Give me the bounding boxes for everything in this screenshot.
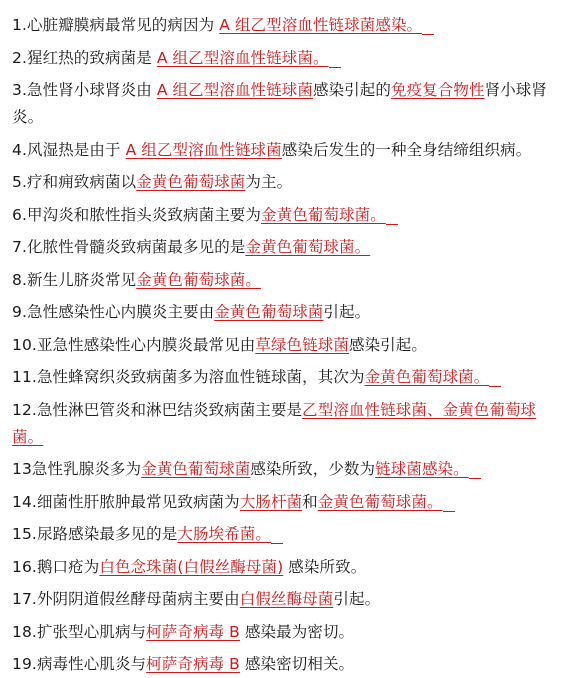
item-text: 感染所致，少数为 bbox=[250, 460, 376, 478]
fact-item bbox=[12, 651, 564, 678]
underline-extension bbox=[443, 511, 455, 512]
item-text: 引起。 bbox=[333, 590, 381, 608]
item-text: 肾小球肾炎。 bbox=[12, 81, 547, 126]
fact-item bbox=[12, 364, 564, 391]
highlighted-term: 草绿色链球菌 bbox=[255, 335, 349, 354]
fact-item bbox=[12, 619, 564, 646]
highlighted-term: 柯萨奇病毒 B bbox=[146, 655, 240, 673]
fact-list bbox=[12, 12, 564, 678]
item-text: 3.急性肾小球肾炎由 bbox=[12, 81, 157, 99]
item-text: 18.扩张型心肌病与 bbox=[12, 622, 147, 641]
fact-item bbox=[12, 586, 564, 613]
item-text: 2.猩红热的致病菌是 bbox=[12, 48, 157, 67]
underline-extension bbox=[271, 543, 283, 544]
item-text: 和 bbox=[302, 492, 318, 511]
underline-extension bbox=[329, 67, 341, 68]
underline-extension bbox=[489, 386, 501, 387]
fact-item bbox=[12, 12, 564, 39]
fact-item bbox=[12, 397, 564, 451]
fact-item bbox=[12, 554, 564, 581]
highlighted-term: A 组乙型溶血性链球菌感染。 bbox=[219, 16, 423, 34]
fact-item bbox=[12, 489, 564, 516]
underline-extension bbox=[469, 478, 481, 479]
highlighted-term: 金黄色葡萄球菌。 bbox=[317, 492, 443, 511]
highlighted-term: A 组乙型溶血性链球菌 bbox=[125, 140, 282, 159]
highlighted-term: 乙型溶血性链球菌、金黄色葡萄球菌。 bbox=[12, 400, 537, 446]
fact-item bbox=[12, 299, 564, 326]
item-text: 感染引起的 bbox=[312, 81, 391, 99]
item-text: 7.化脓性骨髓炎致病菌最多见的是 bbox=[12, 238, 246, 256]
highlighted-term: 链球菌感染。 bbox=[375, 460, 469, 478]
item-text: 10.亚急性感染性心内膜炎最常见由 bbox=[12, 335, 256, 354]
highlighted-term: 白色念珠菌(白假丝酶母菌) bbox=[99, 557, 284, 576]
fact-item bbox=[12, 521, 564, 548]
item-text: 感染最为密切。 bbox=[239, 622, 355, 641]
highlighted-term: 金黄色葡萄球菌。 bbox=[261, 205, 386, 224]
underline-extension bbox=[386, 224, 398, 225]
highlighted-term: 大肠埃希菌。 bbox=[177, 525, 271, 543]
highlighted-term: 金黄色葡萄球菌 bbox=[214, 303, 324, 321]
item-text: 引起。 bbox=[323, 303, 371, 321]
fact-item bbox=[12, 456, 564, 483]
highlighted-term: A 组乙型溶血性链球菌。 bbox=[156, 48, 329, 67]
item-text: 11.急性蜂窝织炎致病菌多为溶血性链球菌，其次为 bbox=[12, 368, 365, 386]
fact-item bbox=[12, 234, 564, 261]
highlighted-term: 白假丝酶母菌 bbox=[239, 590, 334, 608]
item-text: 感染所致。 bbox=[283, 557, 367, 576]
highlighted-term: 免疫复合物性 bbox=[390, 81, 485, 99]
item-text: 15.尿路感染最多见的是 bbox=[12, 525, 178, 543]
item-text: 感染引起。 bbox=[348, 335, 427, 354]
item-text: 17.外阴阴道假丝酵母菌病主要由 bbox=[12, 590, 240, 608]
item-text: 感染后发生的一种全身结缔组织病。 bbox=[281, 140, 532, 159]
item-text: 8.新生儿脐炎常见 bbox=[12, 270, 137, 289]
item-text: 19.病毒性心肌炎与 bbox=[12, 655, 147, 673]
item-text: 1.心脏瓣膜病最常见的病因为 bbox=[12, 16, 220, 34]
item-text: 12.急性淋巴管炎和淋巴结炎致病菌主要是 bbox=[12, 400, 303, 419]
item-text: 16.鹅口疮为 bbox=[12, 557, 100, 576]
item-text: 5.疗和痈致病菌以 bbox=[12, 173, 137, 191]
item-text: 13急性乳腺炎多为 bbox=[12, 460, 142, 478]
fact-item bbox=[12, 137, 564, 164]
item-text: 为主。 bbox=[245, 173, 293, 191]
fact-item bbox=[12, 202, 564, 229]
item-text: 6.甲沟炎和脓性指头炎致病菌主要为 bbox=[12, 205, 261, 224]
highlighted-term: A 组乙型溶血性链球菌 bbox=[156, 81, 313, 99]
item-text: 感染密切相关。 bbox=[239, 655, 355, 673]
highlighted-term: 柯萨奇病毒 B bbox=[146, 622, 240, 641]
fact-item bbox=[12, 45, 564, 72]
underline-extension bbox=[422, 34, 434, 35]
highlighted-term: 金黄色葡萄球菌。 bbox=[364, 368, 490, 386]
fact-item bbox=[12, 169, 564, 196]
item-text: 14.细菌性肝脓肿最常见致病菌为 bbox=[12, 492, 240, 511]
item-text: 9.急性感染性心内膜炎主要由 bbox=[12, 303, 215, 321]
highlighted-term: 金黄色葡萄球菌。 bbox=[245, 238, 371, 256]
highlighted-term: 金黄色葡萄球菌。 bbox=[136, 270, 262, 289]
fact-item bbox=[12, 77, 564, 131]
fact-item bbox=[12, 267, 564, 294]
highlighted-term: 金黄色葡萄球菌 bbox=[141, 460, 251, 478]
highlighted-term: 大肠杆菌 bbox=[239, 492, 303, 511]
fact-item bbox=[12, 332, 564, 359]
highlighted-term: 金黄色葡萄球菌 bbox=[136, 173, 246, 191]
item-text: 4.风湿热是由于 bbox=[12, 140, 126, 159]
